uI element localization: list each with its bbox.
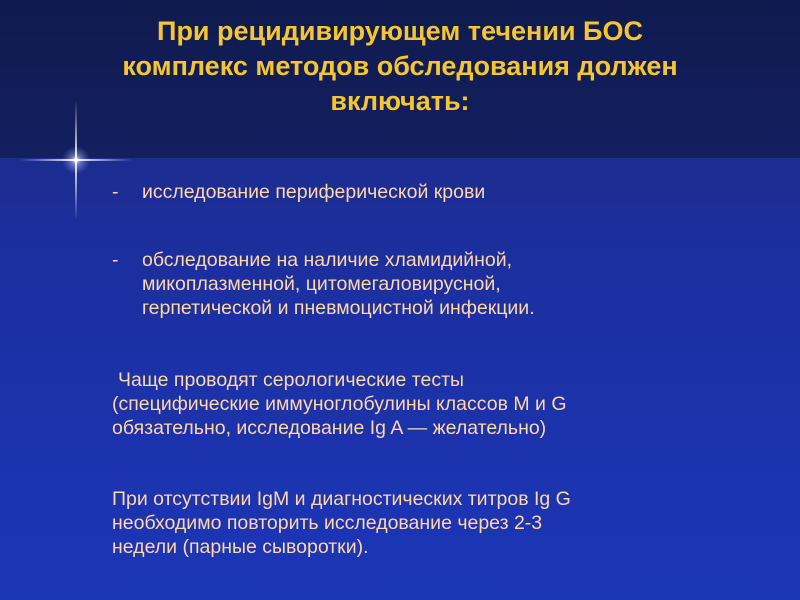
bullet-text — [142, 180, 722, 204]
bullet-line: обследование на наличие хламидийной, — [142, 249, 513, 271]
bullet-marker: - — [112, 249, 119, 271]
paragraph-line: При отсутствии IgM и диагностических титров Ig G — [112, 488, 571, 510]
paragraph-line: необходимо повторить исследование через 2-3 — [112, 512, 543, 534]
paragraph — [112, 487, 752, 559]
bullet-line: микоплазменной, цитомегаловирусной, — [142, 273, 501, 295]
title-line: При рецидивирующем течении БОС — [157, 16, 643, 46]
bullet-line: исследование периферической крови — [142, 181, 486, 203]
bullet-marker: - — [112, 181, 119, 203]
paragraph — [112, 368, 752, 440]
bullet-text — [142, 248, 722, 320]
title-line: комплекс методов обследования должен — [122, 51, 678, 81]
paragraph-line: недели (парные сыворотки). — [112, 536, 369, 558]
paragraph-line: (специфические иммуноглобулины классов М и G — [112, 393, 567, 415]
paragraph-line: обязательно, исследование Ig A — желательно) — [112, 417, 547, 439]
paragraph-line: Чаще проводят серологические тесты — [118, 369, 465, 391]
bullet-line: герпетической и пневмоцистной инфекции. — [142, 297, 535, 319]
title-line: включать: — [330, 86, 470, 116]
